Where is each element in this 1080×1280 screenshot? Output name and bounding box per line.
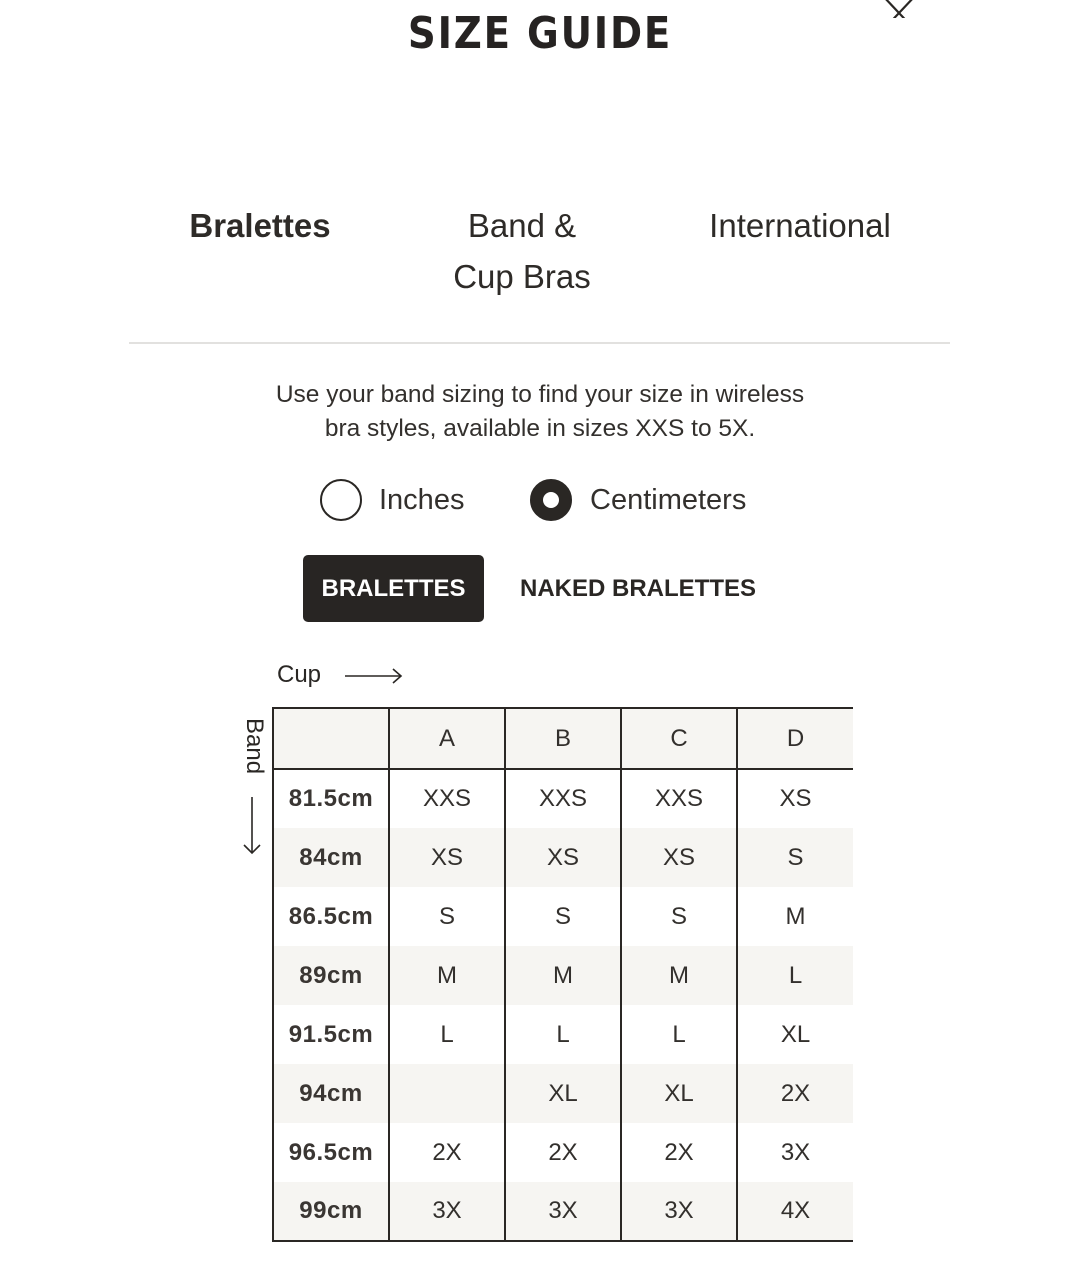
size-cell: 3X bbox=[389, 1182, 505, 1241]
tab-label-line2: Cup Bras bbox=[453, 258, 591, 295]
tab-label-line1: Band & bbox=[467, 207, 577, 244]
tab-band-cup-bras[interactable] bbox=[422, 200, 622, 302]
table-row bbox=[273, 1182, 853, 1241]
size-cell: XL bbox=[737, 1005, 853, 1064]
size-cell: 2X bbox=[737, 1064, 853, 1123]
size-cell: XXS bbox=[621, 769, 737, 828]
table-row bbox=[273, 1005, 853, 1064]
close-icon bbox=[878, 0, 922, 18]
size-cell: L bbox=[621, 1005, 737, 1064]
size-cell: M bbox=[737, 887, 853, 946]
cup-header-c: C bbox=[621, 708, 737, 769]
size-cell: XL bbox=[621, 1064, 737, 1123]
bralettes-button[interactable]: BRALETTES bbox=[303, 555, 484, 622]
radio-centimeters[interactable] bbox=[530, 479, 572, 521]
cup-axis-label: Cup bbox=[277, 661, 322, 688]
size-cell: S bbox=[621, 887, 737, 946]
size-cell: XS bbox=[621, 828, 737, 887]
band-size-cell: 99cm bbox=[273, 1182, 389, 1241]
band-size-cell: 94cm bbox=[273, 1064, 389, 1123]
table-row bbox=[273, 769, 853, 828]
size-cell: M bbox=[505, 946, 621, 1005]
size-cell: 4X bbox=[737, 1182, 853, 1241]
tab-international[interactable] bbox=[690, 200, 910, 251]
size-cell: L bbox=[737, 946, 853, 1005]
size-cell: S bbox=[505, 887, 621, 946]
table-header-row bbox=[273, 708, 853, 769]
size-guide-tabs bbox=[130, 200, 950, 310]
table-row bbox=[273, 946, 853, 1005]
table-row bbox=[273, 1123, 853, 1182]
naked-bralettes-button[interactable]: NAKED BRALETTES bbox=[519, 575, 756, 602]
tab-label: International bbox=[709, 207, 891, 244]
arrow-right-icon bbox=[344, 666, 404, 686]
cup-header-d: D bbox=[737, 708, 853, 769]
size-cell: XS bbox=[389, 828, 505, 887]
tabs-divider bbox=[129, 342, 950, 344]
corner-cell bbox=[273, 708, 389, 769]
radio-centimeters-label[interactable]: Centimeters bbox=[590, 484, 747, 516]
band-size-cell: 89cm bbox=[273, 946, 389, 1005]
cup-header-b: B bbox=[505, 708, 621, 769]
radio-inches[interactable] bbox=[320, 479, 362, 521]
arrow-down-icon bbox=[241, 796, 263, 856]
size-cell: XL bbox=[505, 1064, 621, 1123]
intro-line2: bra styles, available in sizes XXS to 5X. bbox=[324, 415, 756, 442]
band-size-cell: 84cm bbox=[273, 828, 389, 887]
size-cell: S bbox=[737, 828, 853, 887]
size-cell: 3X bbox=[737, 1123, 853, 1182]
band-size-cell: 96.5cm bbox=[273, 1123, 389, 1182]
size-cell: 2X bbox=[621, 1123, 737, 1182]
table-row bbox=[273, 887, 853, 946]
table-row bbox=[273, 1064, 853, 1123]
size-cell: 3X bbox=[505, 1182, 621, 1241]
size-cell: XXS bbox=[389, 769, 505, 828]
band-size-cell: 81.5cm bbox=[273, 769, 389, 828]
tab-label: Bralettes bbox=[189, 207, 331, 244]
size-cell: XXS bbox=[505, 769, 621, 828]
radio-inches-label[interactable]: Inches bbox=[379, 484, 465, 516]
size-cell: 2X bbox=[389, 1123, 505, 1182]
close-button[interactable] bbox=[878, 0, 922, 18]
unit-toggle bbox=[0, 478, 1080, 524]
size-cell bbox=[389, 1064, 505, 1123]
size-cell: XS bbox=[737, 769, 853, 828]
band-size-cell: 91.5cm bbox=[273, 1005, 389, 1064]
size-cell: 3X bbox=[621, 1182, 737, 1241]
intro-line1: Use your band sizing to find your size in wireless bbox=[275, 381, 805, 408]
band-size-cell: 86.5cm bbox=[273, 887, 389, 946]
intro-text bbox=[200, 378, 880, 446]
size-cell: L bbox=[389, 1005, 505, 1064]
size-cell: 2X bbox=[505, 1123, 621, 1182]
size-cell: XS bbox=[505, 828, 621, 887]
size-cell: M bbox=[621, 946, 737, 1005]
cup-header-a: A bbox=[389, 708, 505, 769]
table-row bbox=[273, 828, 853, 887]
size-cell: M bbox=[389, 946, 505, 1005]
tab-bralettes[interactable] bbox=[160, 200, 360, 251]
size-cell: S bbox=[389, 887, 505, 946]
size-cell: L bbox=[505, 1005, 621, 1064]
band-axis-label: Band bbox=[241, 718, 268, 775]
page-title: SIZE GUIDE bbox=[407, 8, 673, 59]
size-table bbox=[272, 707, 853, 1242]
